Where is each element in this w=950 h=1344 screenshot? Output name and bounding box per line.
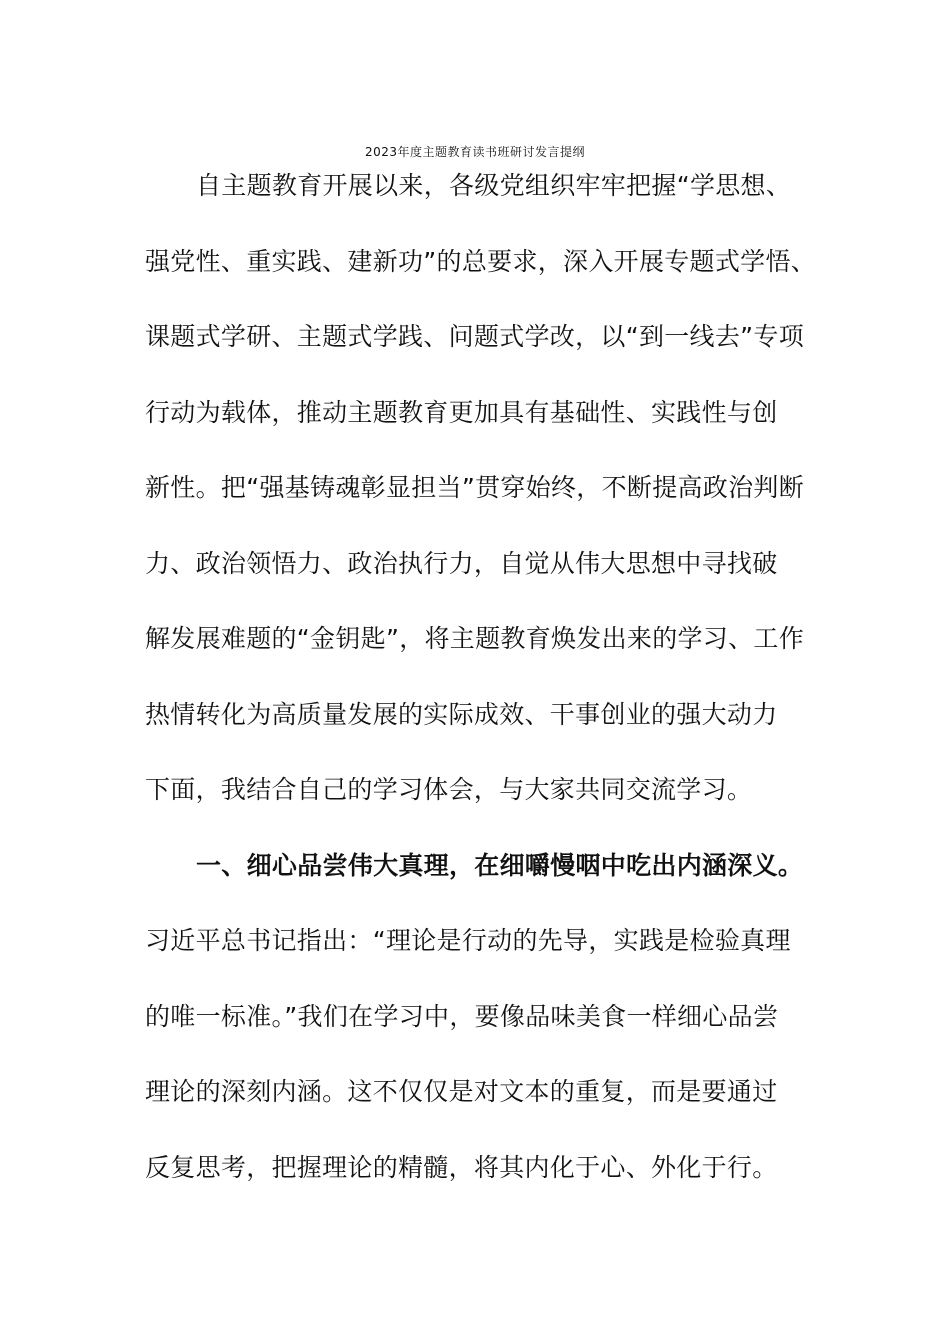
paragraph-line: 行动为载体，推动主题教育更加具有基础性、实践性与创 (145, 398, 778, 427)
paragraph-line: 力、政治领悟力、政治执行力，自觉从伟大思想中寻找破 (145, 549, 778, 578)
document-title: 2023年度主题教育读书班研讨发言提纲 (364, 145, 586, 159)
paragraph-line: 自主题教育开展以来，各级党组织牢牢把握“学思想、 (196, 171, 792, 200)
paragraph-line: 习近平总书记指出：“理论是行动的先导，实践是检验真理 (145, 926, 791, 955)
section-heading: 一、细心品尝伟大真理，在细嚼慢咽中吃出内涵深义。 (196, 851, 804, 880)
paragraph-line: 下面，我结合自己的学习体会，与大家共同交流学习。 (145, 775, 753, 804)
paragraph-line: 的唯一标准。”我们在学习中，要像品味美食一样细心品尝 (145, 1002, 779, 1031)
paragraph-line: 热情转化为高质量发展的实际成效、干事创业的强大动力 (145, 700, 778, 729)
paragraph-line: 强党性、重实践、建新功”的总要求，深入开展专题式学悟、 (145, 247, 817, 276)
paragraph-line: 课题式学研、主题式学践、问题式学改，以“到一线去”专项 (145, 322, 805, 351)
paragraph-line: 新性。把“强基铸魂彰显担当”贯穿始终，不断提高政治判断 (145, 473, 805, 502)
paragraph-line: 解发展难题的“金钥匙”，将主题教育焕发出来的学习、工作 (145, 624, 805, 653)
paragraph-line: 反复思考，把握理论的精髓，将其内化于心、外化于行。 (145, 1153, 778, 1182)
paragraph-line: 理论的深刻内涵。这不仅仅是对文本的重复，而是要通过 (145, 1077, 778, 1106)
